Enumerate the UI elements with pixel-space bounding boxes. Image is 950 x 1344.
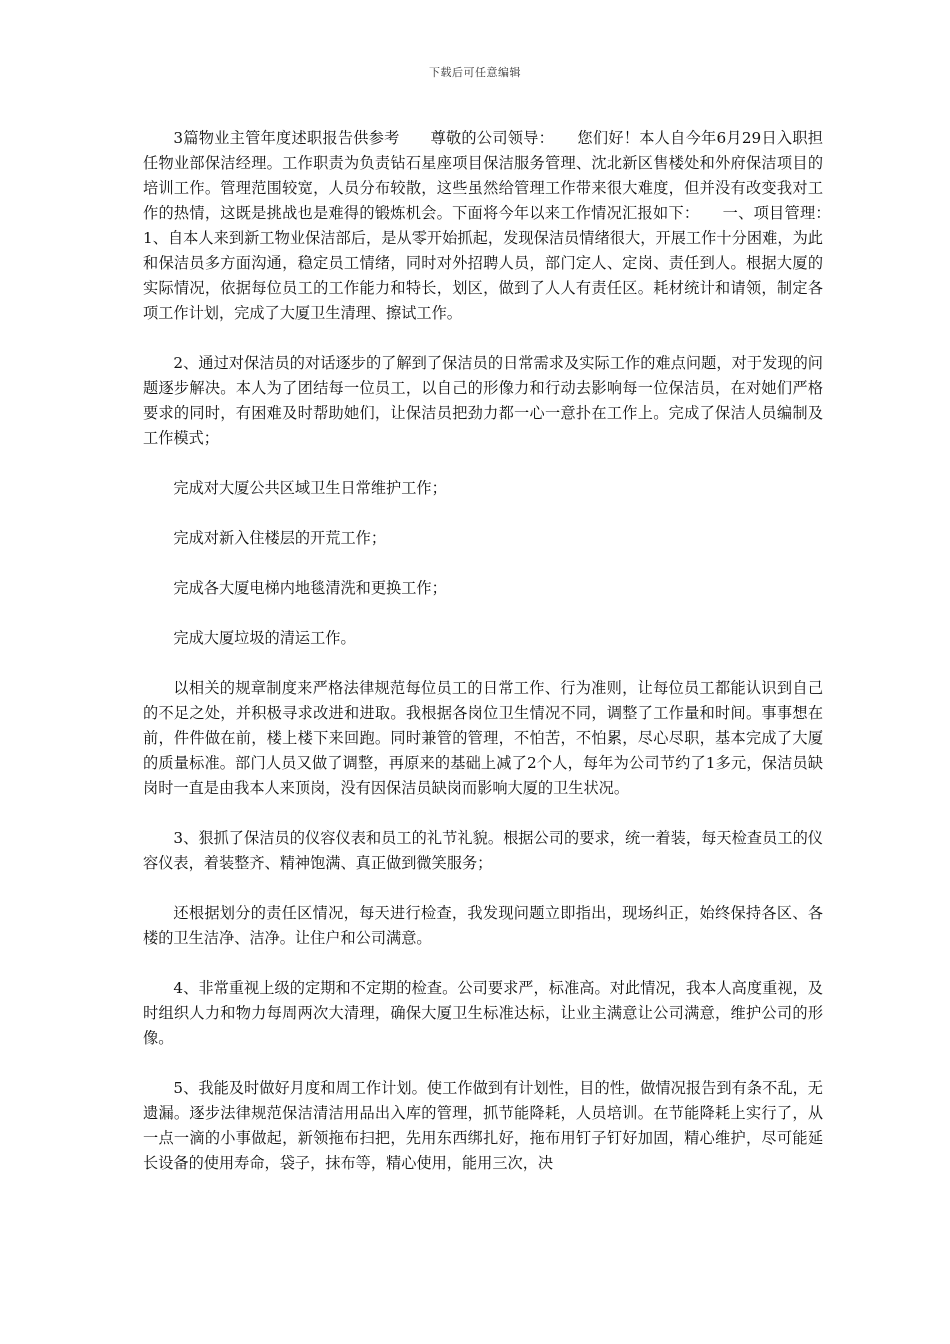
paragraph-item-4: 4、非常重视上级的定期和不定期的检查。公司要求严，标准高。对此情况，我本人高度重视，及时组织人力和物力每周两次大清理，确保大厦卫生标准达标，让业主满意让公司满意，维护公司的形像。 — [143, 979, 823, 1047]
paragraph-complete-new-floors: 完成对新入住楼层的开荒工作； — [173, 529, 387, 547]
paragraph-regulations: 以相关的规章制度来严格法律规范每位员工的日常工作、行为准则，让每位员工都能认识到自己的不足之处，并积极寻求改进和进取。我根据各岗位卫生情况不同，调整了工作量和时间。事事想在前，件件做在前，楼上楼下来回跑。同时兼管的管理，不怕苦，不怕累，尽心尽职，基本完成了大厦的质量标准。部门人员又做了调整，再原来的基础上减了2个人，每年为公司节约了1多元，保洁员缺岗时一直是由我本人来顶岗，没有因保洁员缺岗而影响大厦的卫生状况。 — [143, 679, 823, 797]
paragraph-item-5: 5、我能及时做好月度和周工作计划。使工作做到有计划性，目的性，做情况报告到有条不乱，无遗漏。逐步法律规范保洁清洁用品出入库的管理，抓节能降耗，人员培训。在节能降耗上实行了，从一点一滴的小事做起，新领拖布扫把，先用东西绑扎好，拖布用钉子钉好加固，精心维护，尽可能延长设备的使用寿命，袋子，抹布等，精心使用，能用三次，决 — [143, 1079, 823, 1172]
paragraph-item-3: 3、狠抓了保洁员的仪容仪表和员工的礼节礼貌。根据公司的要求，统一着装，每天检查员工的仪容仪表，着装整齐、精神饱满、真正做到微笑服务； — [143, 829, 823, 872]
paragraph-intro: 3篇物业主管年度述职报告供参考 尊敬的公司领导： 您们好！本人自今年6月29日入职担任物业部保洁经理。工作职责为负责钻石星座项目保洁服务管理、沈北新区售楼处和外府保洁项目的培训工作。管理范围较宽，人员分布较散，这些虽然给管理工作带来很大难度，但并没有改变我对工作的热情，这既是挑战也是难得的锻炼机会。下面将今年以来工作情况汇报如下： 一、项目管理： 1、自本人来到新工物业保洁部后，是从零开始抓起，发现保洁员情绪很大，开展工作十分困难，为此和保洁员多方面沟通，稳定员工情绪，同时对外招聘人员，部门定人、定岗、责任到人。根据大厦的实际情况，依据每位员工的工作能力和特长，划区，做到了人人有责任区。耗材统计和请领，制定各项工作计划，完成了大厦卫生清理、擦试工作。 — [143, 129, 854, 322]
document-body — [143, 126, 854, 1201]
paragraph-complete-public-area: 完成对大厦公共区域卫生日常维护工作； — [173, 479, 447, 497]
paragraph-complete-garbage: 完成大厦垃圾的清运工作。 — [173, 629, 356, 647]
page-header-note: 下载后可任意编辑 — [429, 66, 521, 79]
paragraph-complete-elevator-carpet: 完成各大厦电梯内地毯清洗和更换工作； — [173, 579, 447, 597]
paragraph-item-2: 2、通过对保洁员的对话逐步的了解到了保洁员的日常需求及实际工作的难点问题，对于发现的问题逐步解决。本人为了团结每一位员工，以自己的形像力和行动去影响每一位保洁员，在对她们严格要求的同时，有困难及时帮助她们，让保洁员把劲力都一心一意扑在工作上。完成了保洁人员编制及工作模式； — [143, 354, 823, 447]
paragraph-responsibility-check: 还根据划分的责任区情况，每天进行检查，我发现问题立即指出，现场纠正，始终保持各区、各楼的卫生洁净、洁净。让住户和公司满意。 — [143, 904, 823, 947]
